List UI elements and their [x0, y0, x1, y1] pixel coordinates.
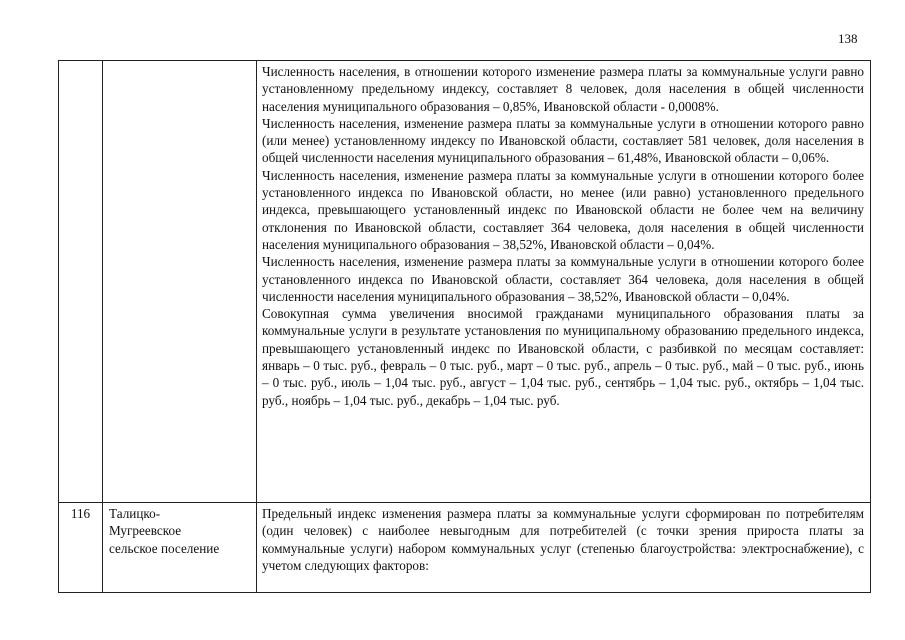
table-row — [59, 61, 871, 503]
municipality-name-line: Мугреевское — [109, 523, 182, 539]
paragraph: Численность населения, в отношении которого изменение размера платы за коммунальные услуги равно установленному предельному индексу, составляет 8 человек, доля населения в общей численности населения муниципального образования – 0,85%, Ивановской области - 0,0008%. — [262, 64, 864, 114]
municipality-name-line: сельское поселение — [109, 540, 220, 556]
paragraph: Численность населения, изменение размера платы за коммунальные услуги в отношении которого более установленного индекса по Ивановской области, составляет 364 человека, доля населения в общей численности населения муниципального образования – 38,52%, Ивановской области – 0,04%. — [262, 254, 864, 304]
document-table — [58, 60, 871, 593]
page-number: 138 — [838, 31, 858, 46]
table-row — [59, 503, 871, 593]
description-cell — [257, 61, 871, 503]
paragraph: Численность населения, изменение размера платы за коммунальные услуги в отношении которого равно (или менее) установленному индексу по Ивановской области, составляет 581 человек, доля населения в общей численности населения муниципального образования – 61,48%, Ивановской области – 0,06%. — [262, 115, 864, 166]
paragraph: Численность населения, изменение размера платы за коммунальные услуги в отношении которого более установленного индекса по Ивановской области, но менее (или равно) установленного предельного индекса, превышающего установленный индекс по Ивановской области не более чем на величину отклонения по Ивановской области, составляет 364 человека, доля населения в общей численности населения муниципального образования – 38,52%, Ивановской области – 0,04%. — [262, 167, 864, 252]
row-number-cell: 116 — [59, 503, 103, 593]
paragraph: Совокупная сумма увеличения вносимой гражданами муниципального образования платы за коммунальные услуги в результате установления по муниципальному образованию предельного индекса, превышающего установленный индекс по Ивановской области, с разбивкой по месяцам составляет: январь – 0 тыс. руб., февраль – 0 тыс. руб., март – 0 тыс. руб., апрель – 0 тыс. руб., май – 0 тыс. руб., июнь – 0 тыс. руб., июль – 1,04 тыс. руб., август – 1,04 тыс. руб., сентябрь – 1,04 тыс. руб., октябрь – 1,04 тыс. руб., ноябрь – 1,04 тыс. руб., декабрь – 1,04 тыс. руб. — [262, 306, 864, 408]
municipality-name-line: Талицко- — [109, 506, 161, 521]
paragraph: Предельный индекс изменения размера платы за коммунальные услуги сформирован по потребителям (один человек) с наиболее невыгодным для потребителей (с точки зрения прироста платы за коммунальные услуги) набором коммунальных услуг (степенью благоустройства: электроснабжение), с учетом следующих факторов: — [262, 506, 864, 573]
description-cell — [257, 503, 871, 593]
municipality-name-cell — [103, 61, 257, 503]
row-number-cell — [59, 61, 103, 503]
municipality-name-cell — [103, 503, 257, 593]
